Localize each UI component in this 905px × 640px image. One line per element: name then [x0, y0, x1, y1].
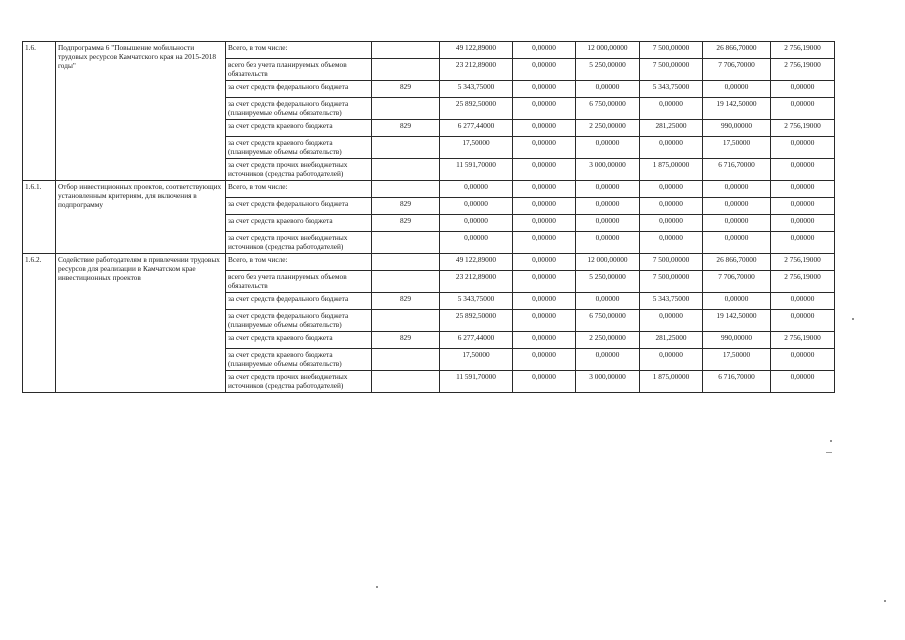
budget-code: 829 — [372, 332, 440, 349]
scan-speck — [884, 600, 886, 602]
amount-cell: 0,00000 — [703, 198, 771, 215]
budget-code — [372, 371, 440, 393]
amount-cell: 0,00000 — [771, 215, 835, 232]
amount-cell: 0,00000 — [513, 59, 576, 81]
amount-cell: 23 212,89000 — [440, 271, 513, 293]
amount-cell: 49 122,89000 — [440, 254, 513, 271]
amount-cell: 3 000,00000 — [576, 159, 640, 181]
amount-cell: 0,00000 — [576, 198, 640, 215]
amount-cell: 1 875,00000 — [640, 371, 703, 393]
funding-source-label: Всего, в том числе: — [226, 42, 372, 59]
amount-cell: 0,00000 — [513, 42, 576, 59]
amount-cell: 5 343,75000 — [640, 293, 703, 310]
table-row — [23, 42, 835, 59]
amount-cell: 0,00000 — [513, 159, 576, 181]
amount-cell: 0,00000 — [640, 181, 703, 198]
amount-cell: 49 122,89000 — [440, 42, 513, 59]
amount-cell: 0,00000 — [440, 215, 513, 232]
amount-cell: 0,00000 — [703, 232, 771, 254]
funding-source-label: за счет средств краевого бюджета — [226, 120, 372, 137]
budget-code — [372, 181, 440, 198]
amount-cell: 0,00000 — [440, 232, 513, 254]
amount-cell: 0,00000 — [703, 215, 771, 232]
amount-cell: 19 142,50000 — [703, 310, 771, 332]
amount-cell: 0,00000 — [513, 81, 576, 98]
table-body — [23, 42, 835, 393]
amount-cell: 0,00000 — [771, 310, 835, 332]
funding-source-label: за счет средств краевого бюджета — [226, 215, 372, 232]
funding-source-label: за счет средств федерального бюджета (планируемые объемы обязательств) — [226, 310, 372, 332]
amount-cell: 0,00000 — [640, 98, 703, 120]
funding-source-label: Всего, в том числе: — [226, 181, 372, 198]
amount-cell: 5 343,75000 — [440, 81, 513, 98]
scan-speck — [376, 586, 378, 588]
amount-cell: 17,50000 — [440, 349, 513, 371]
item-index: 1.6.1. — [23, 181, 56, 254]
amount-cell: 0,00000 — [703, 181, 771, 198]
budget-code — [372, 232, 440, 254]
item-name: Отбор инвестиционных проектов, соответствующих установленным критериям, для включения в подпрограмму — [56, 181, 226, 254]
amount-cell: 7 706,70000 — [703, 271, 771, 293]
budget-code — [372, 254, 440, 271]
funding-source-label: за счет средств краевого бюджета (планируемые объемы обязательств) — [226, 349, 372, 371]
amount-cell: 0,00000 — [513, 98, 576, 120]
amount-cell: 0,00000 — [440, 198, 513, 215]
amount-cell: 1 875,00000 — [640, 159, 703, 181]
amount-cell: 17,50000 — [703, 349, 771, 371]
amount-cell: 23 212,89000 — [440, 59, 513, 81]
amount-cell: 0,00000 — [771, 349, 835, 371]
amount-cell: 7 706,70000 — [703, 59, 771, 81]
amount-cell: 5 343,75000 — [640, 81, 703, 98]
budget-table — [22, 41, 835, 393]
amount-cell: 2 756,19000 — [771, 120, 835, 137]
amount-cell: 0,00000 — [771, 181, 835, 198]
funding-source-label: за счет средств прочих внебюджетных источников (средства работодателей) — [226, 159, 372, 181]
amount-cell: 0,00000 — [771, 159, 835, 181]
amount-cell: 26 866,70000 — [703, 42, 771, 59]
table-row — [23, 254, 835, 271]
amount-cell: 0,00000 — [771, 293, 835, 310]
item-index: 1.6.2. — [23, 254, 56, 393]
amount-cell: 11 591,70000 — [440, 159, 513, 181]
table-row — [23, 181, 835, 198]
budget-code — [372, 349, 440, 371]
amount-cell: 2 756,19000 — [771, 254, 835, 271]
amount-cell: 0,00000 — [576, 349, 640, 371]
amount-cell: 0,00000 — [771, 137, 835, 159]
amount-cell: 0,00000 — [640, 137, 703, 159]
budget-code: 829 — [372, 215, 440, 232]
amount-cell: 25 892,50000 — [440, 310, 513, 332]
budget-code — [372, 137, 440, 159]
amount-cell: 3 000,00000 — [576, 371, 640, 393]
amount-cell: 0,00000 — [640, 198, 703, 215]
amount-cell: 25 892,50000 — [440, 98, 513, 120]
amount-cell: 6 750,00000 — [576, 310, 640, 332]
amount-cell: 281,25000 — [640, 120, 703, 137]
budget-code — [372, 59, 440, 81]
amount-cell: 0,00000 — [513, 198, 576, 215]
amount-cell: 17,50000 — [440, 137, 513, 159]
funding-source-label: за счет средств краевого бюджета (планируемые объемы обязательств) — [226, 137, 372, 159]
amount-cell: 0,00000 — [771, 371, 835, 393]
amount-cell: 26 866,70000 — [703, 254, 771, 271]
amount-cell: 6 750,00000 — [576, 98, 640, 120]
funding-source-label: Всего, в том числе: — [226, 254, 372, 271]
amount-cell: 0,00000 — [513, 349, 576, 371]
amount-cell: 281,25000 — [640, 332, 703, 349]
amount-cell: 11 591,70000 — [440, 371, 513, 393]
amount-cell: 19 142,50000 — [703, 98, 771, 120]
item-name: Подпрограмма 6 "Повышение мобильности трудовых ресурсов Камчатского края на 2015-2018 годы" — [56, 42, 226, 181]
amount-cell: 5 343,75000 — [440, 293, 513, 310]
amount-cell: 6 277,44000 — [440, 120, 513, 137]
amount-cell: 2 756,19000 — [771, 42, 835, 59]
amount-cell: 0,00000 — [771, 98, 835, 120]
funding-source-label: за счет средств краевого бюджета — [226, 332, 372, 349]
amount-cell: 2 756,19000 — [771, 332, 835, 349]
amount-cell: 7 500,00000 — [640, 59, 703, 81]
amount-cell: 0,00000 — [576, 137, 640, 159]
scan-speck — [830, 440, 832, 442]
amount-cell: 0,00000 — [513, 271, 576, 293]
amount-cell: 12 000,00000 — [576, 42, 640, 59]
amount-cell: 0,00000 — [513, 332, 576, 349]
funding-source-label: всего без учета планируемых объемов обязательств — [226, 271, 372, 293]
amount-cell: 0,00000 — [513, 310, 576, 332]
amount-cell: 0,00000 — [576, 181, 640, 198]
amount-cell: 2 756,19000 — [771, 59, 835, 81]
budget-code — [372, 42, 440, 59]
amount-cell: 0,00000 — [640, 215, 703, 232]
scan-mark — [826, 452, 832, 453]
budget-code — [372, 310, 440, 332]
amount-cell: 6 716,70000 — [703, 371, 771, 393]
funding-source-label: за счет средств федерального бюджета — [226, 198, 372, 215]
funding-source-label: за счет средств прочих внебюджетных источников (средства работодателей) — [226, 232, 372, 254]
amount-cell: 2 756,19000 — [771, 271, 835, 293]
amount-cell: 0,00000 — [576, 232, 640, 254]
amount-cell: 0,00000 — [513, 232, 576, 254]
amount-cell: 0,00000 — [640, 310, 703, 332]
amount-cell: 6 277,44000 — [440, 332, 513, 349]
amount-cell: 0,00000 — [513, 137, 576, 159]
amount-cell: 0,00000 — [576, 293, 640, 310]
amount-cell: 0,00000 — [513, 215, 576, 232]
budget-code: 829 — [372, 120, 440, 137]
scan-speck — [852, 318, 854, 320]
item-index: 1.6. — [23, 42, 56, 181]
amount-cell: 0,00000 — [513, 293, 576, 310]
amount-cell: 0,00000 — [513, 120, 576, 137]
amount-cell: 6 716,70000 — [703, 159, 771, 181]
amount-cell: 0,00000 — [703, 293, 771, 310]
amount-cell: 0,00000 — [576, 81, 640, 98]
amount-cell: 7 500,00000 — [640, 254, 703, 271]
item-name: Содействие работодателям в привлечении трудовых ресурсов для реализации в Камчатском крае инвестиционных проектов — [56, 254, 226, 393]
amount-cell: 7 500,00000 — [640, 271, 703, 293]
amount-cell: 0,00000 — [771, 198, 835, 215]
amount-cell: 7 500,00000 — [640, 42, 703, 59]
amount-cell: 0,00000 — [771, 81, 835, 98]
budget-code — [372, 98, 440, 120]
funding-source-label: за счет средств федерального бюджета (планируемые объемы обязательств) — [226, 98, 372, 120]
amount-cell: 17,50000 — [703, 137, 771, 159]
amount-cell: 5 250,00000 — [576, 271, 640, 293]
budget-code: 829 — [372, 293, 440, 310]
funding-source-label: за счет средств прочих внебюджетных источников (средства работодателей) — [226, 371, 372, 393]
funding-source-label: за счет средств федерального бюджета — [226, 293, 372, 310]
budget-code — [372, 271, 440, 293]
budget-code: 829 — [372, 81, 440, 98]
amount-cell: 0,00000 — [640, 349, 703, 371]
budget-code — [372, 159, 440, 181]
funding-source-label: за счет средств федерального бюджета — [226, 81, 372, 98]
amount-cell: 990,00000 — [703, 332, 771, 349]
amount-cell: 12 000,00000 — [576, 254, 640, 271]
amount-cell: 0,00000 — [513, 371, 576, 393]
amount-cell: 0,00000 — [771, 232, 835, 254]
amount-cell: 0,00000 — [513, 254, 576, 271]
amount-cell: 2 250,00000 — [576, 332, 640, 349]
amount-cell: 5 250,00000 — [576, 59, 640, 81]
amount-cell: 2 250,00000 — [576, 120, 640, 137]
amount-cell: 0,00000 — [703, 81, 771, 98]
amount-cell: 0,00000 — [640, 232, 703, 254]
budget-code: 829 — [372, 198, 440, 215]
amount-cell: 0,00000 — [440, 181, 513, 198]
amount-cell: 0,00000 — [513, 181, 576, 198]
amount-cell: 0,00000 — [576, 215, 640, 232]
funding-source-label: всего без учета планируемых объемов обязательств — [226, 59, 372, 81]
amount-cell: 990,00000 — [703, 120, 771, 137]
